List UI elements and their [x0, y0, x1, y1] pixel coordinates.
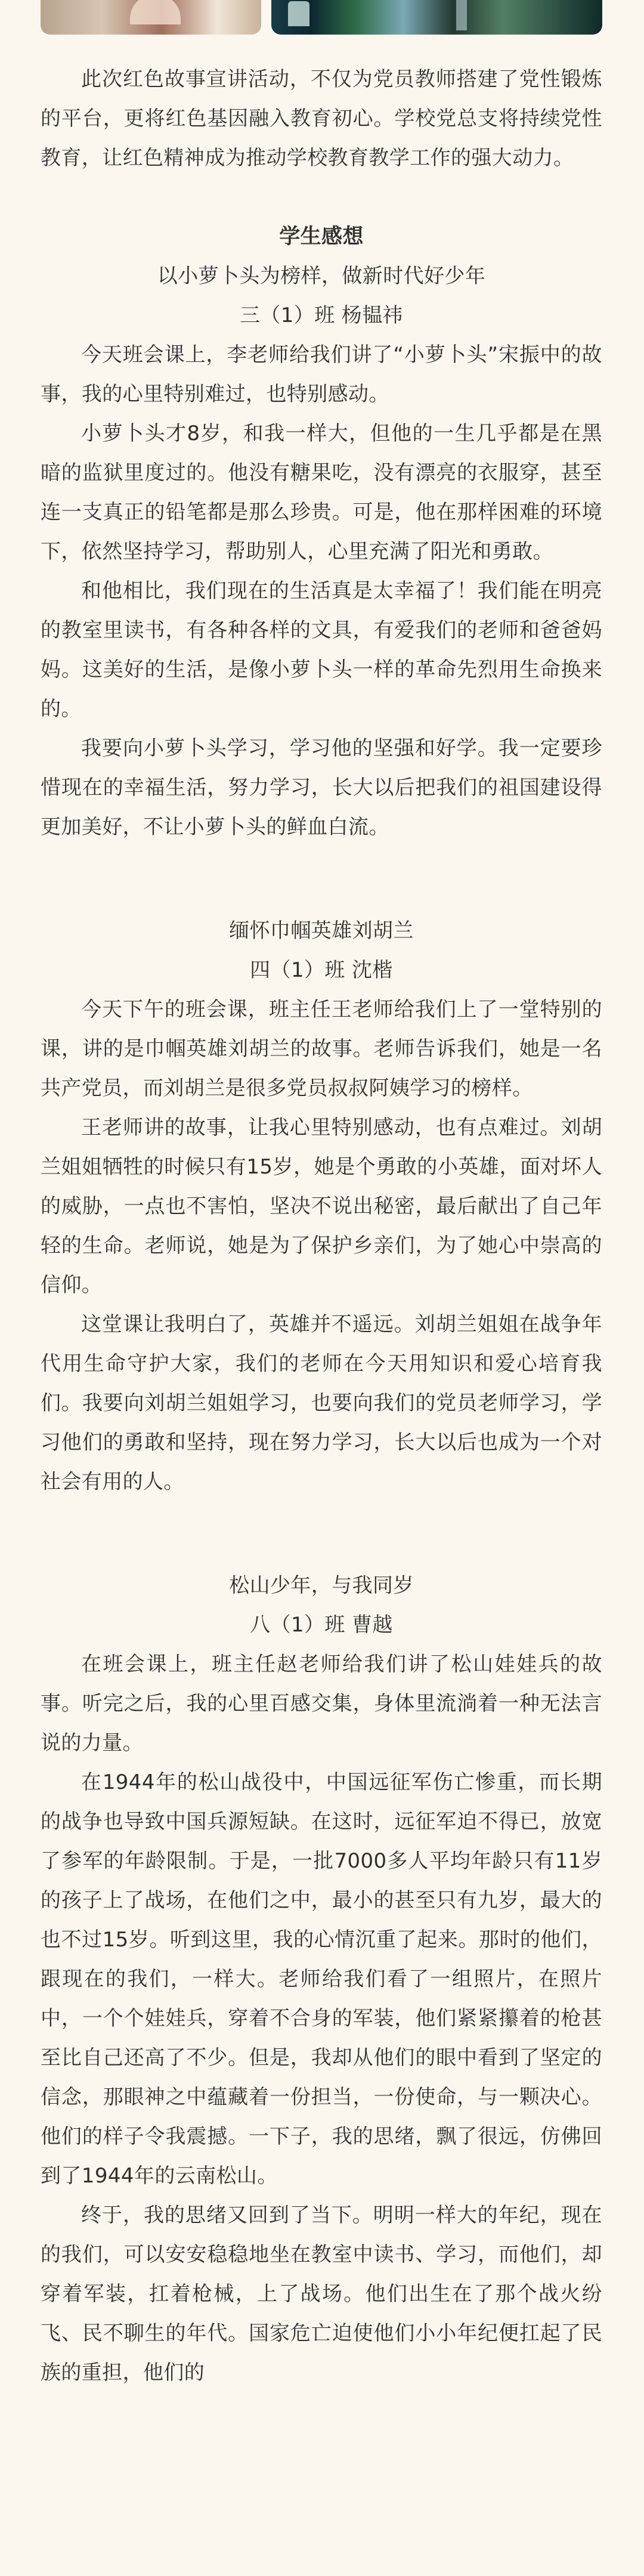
student-essay-1 [41, 256, 602, 847]
student-thoughts-heading: 学生感想 [279, 225, 364, 249]
essay-author: 八（1）班 曹越 [250, 1613, 393, 1637]
section-spacer [41, 886, 602, 911]
student-essay-2 [41, 911, 602, 1501]
essay-paragraph: 今天下午的班会课，班主任王老师给我们上了一堂特别的课，讲的是巾帼英雄刘胡兰的故事。老师告诉我们，她是一名共产党员，而刘胡兰是很多党员叔叔阿姨学习的榜样。 [41, 998, 602, 1100]
activity-photo-right [271, 0, 602, 35]
intro-paragraph: 此次红色故事宣讲活动，不仅为党员教师搭建了党性锻炼的平台，更将红色基因融入教育初心。学校党总支将持续党性教育，让红色精神成为推动学校教育教学工作的强大动力。 [41, 67, 602, 170]
section-spacer [41, 178, 602, 217]
essay-paragraph: 这堂课让我明白了，英雄并不遥远。刘胡兰姐姐在战争年代用生命守护大家，我们的老师在今天用知识和爱心培育我们。我要向刘胡兰姐姐学习，也要向我们的党员老师学习，学习他们的勇敢和坚持，现在努力学习，长大以后也成为一个对社会有用的人。 [41, 1312, 602, 1494]
essay-author: 三（1）班 杨韫祎 [239, 304, 404, 327]
essay-paragraph: 在1944年的松山战役中，中国远征军伤亡惨重，而长期的战争也导致中国兵源短缺。在这时，远征军迫不得已，放宽了参军的年龄限制。于是，一批7000多人平均年龄只有11岁的孩子上了战场，在他们之中，最小的甚至只有九岁，最大的也不过15岁。听到这里，我的心情沉重了起来。那时的他们，跟现在的我们，一样大。老师给我们看了一组照片，在照片中，一个个娃娃兵，穿着不合身的军装，他们紧紧攥着的枪甚至比自己还高了不少。但是，我却从他们的眼中看到了坚定的信念，那眼神之中蕴藏着一份担当，一份使命，与一颗决心。他们的样子令我震撼。一下子，我的思绪，飘了很远，仿佛回到了1944年的云南松山。 [41, 1770, 602, 2188]
essay-paragraph: 王老师讲的故事，让我心里特别感动，也有点难过。刘胡兰姐姐牺牲的时候只有15岁，她是个勇敢的小英雄，面对坏人的威胁，一点也不害怕，坚决不说出秘密，最后献出了自己年轻的生命。老师说，她是为了保护乡亲们，为了她心中崇高的信仰。 [41, 1116, 602, 1297]
essay-paragraph: 和他相比，我们现在的生活真是太幸福了！我们能在明亮的教室里读书，有各种各样的文具，有爱我们的老师和爸爸妈妈。这美好的生活，是像小萝卜头一样的革命先烈用生命换来的。 [41, 579, 602, 721]
essay-paragraph: 终于，我的思绪又回到了当下。明明一样大的年纪，现在的我们，可以安安稳稳地坐在教室中读书、学习，而他们，却穿着军装，扛着枪械，上了战场。他们出生在了那个战火纷飞、民不聊生的年代。国家危亡迫使他们小小年纪便扛起了民族的重担，他们的 [41, 2203, 602, 2385]
essay-paragraph: 在班会课上，班主任赵老师给我们讲了松山娃娃兵的故事。听完之后，我的心里百感交集，身体里流淌着一种无法言说的力量。 [41, 1652, 602, 1755]
article-content [41, 60, 602, 2392]
essay-author: 四（1）班 沈楷 [250, 958, 393, 982]
section-spacer [41, 1501, 602, 1541]
section-spacer [41, 1541, 602, 1566]
essay-title: 以小萝卜头为榜样，做新时代好少年 [157, 264, 486, 288]
section-spacer [41, 847, 602, 886]
essay-paragraph: 今天班会课上，李老师给我们讲了“小萝卜头”宋振中的故事，我的心里特别难过，也特别感动。 [41, 343, 602, 406]
essay-paragraph: 我要向小萝卜头学习，学习他的坚强和好学。我一定要珍惜现在的幸福生活，努力学习，长大以后把我们的祖国建设得更加美好，不让小萝卜头的鲜血白流。 [41, 736, 602, 839]
student-essay-3 [41, 1566, 602, 2392]
essay-title: 缅怀巾帼英雄刘胡兰 [229, 919, 414, 943]
top-photo-strip [0, 0, 644, 38]
essay-paragraph: 小萝卜头才8岁，和我一样大，但他的一生几乎都是在黑暗的监狱里度过的。他没有糖果吃，没有漂亮的衣服穿，甚至连一支真正的铅笔都是那么珍贵。可是，他在那样困难的环境下，依然坚持学习，帮助别人，心里充满了阳光和勇敢。 [41, 422, 602, 564]
activity-photo-left [41, 0, 261, 35]
essay-title: 松山少年，与我同岁 [229, 1574, 414, 1597]
